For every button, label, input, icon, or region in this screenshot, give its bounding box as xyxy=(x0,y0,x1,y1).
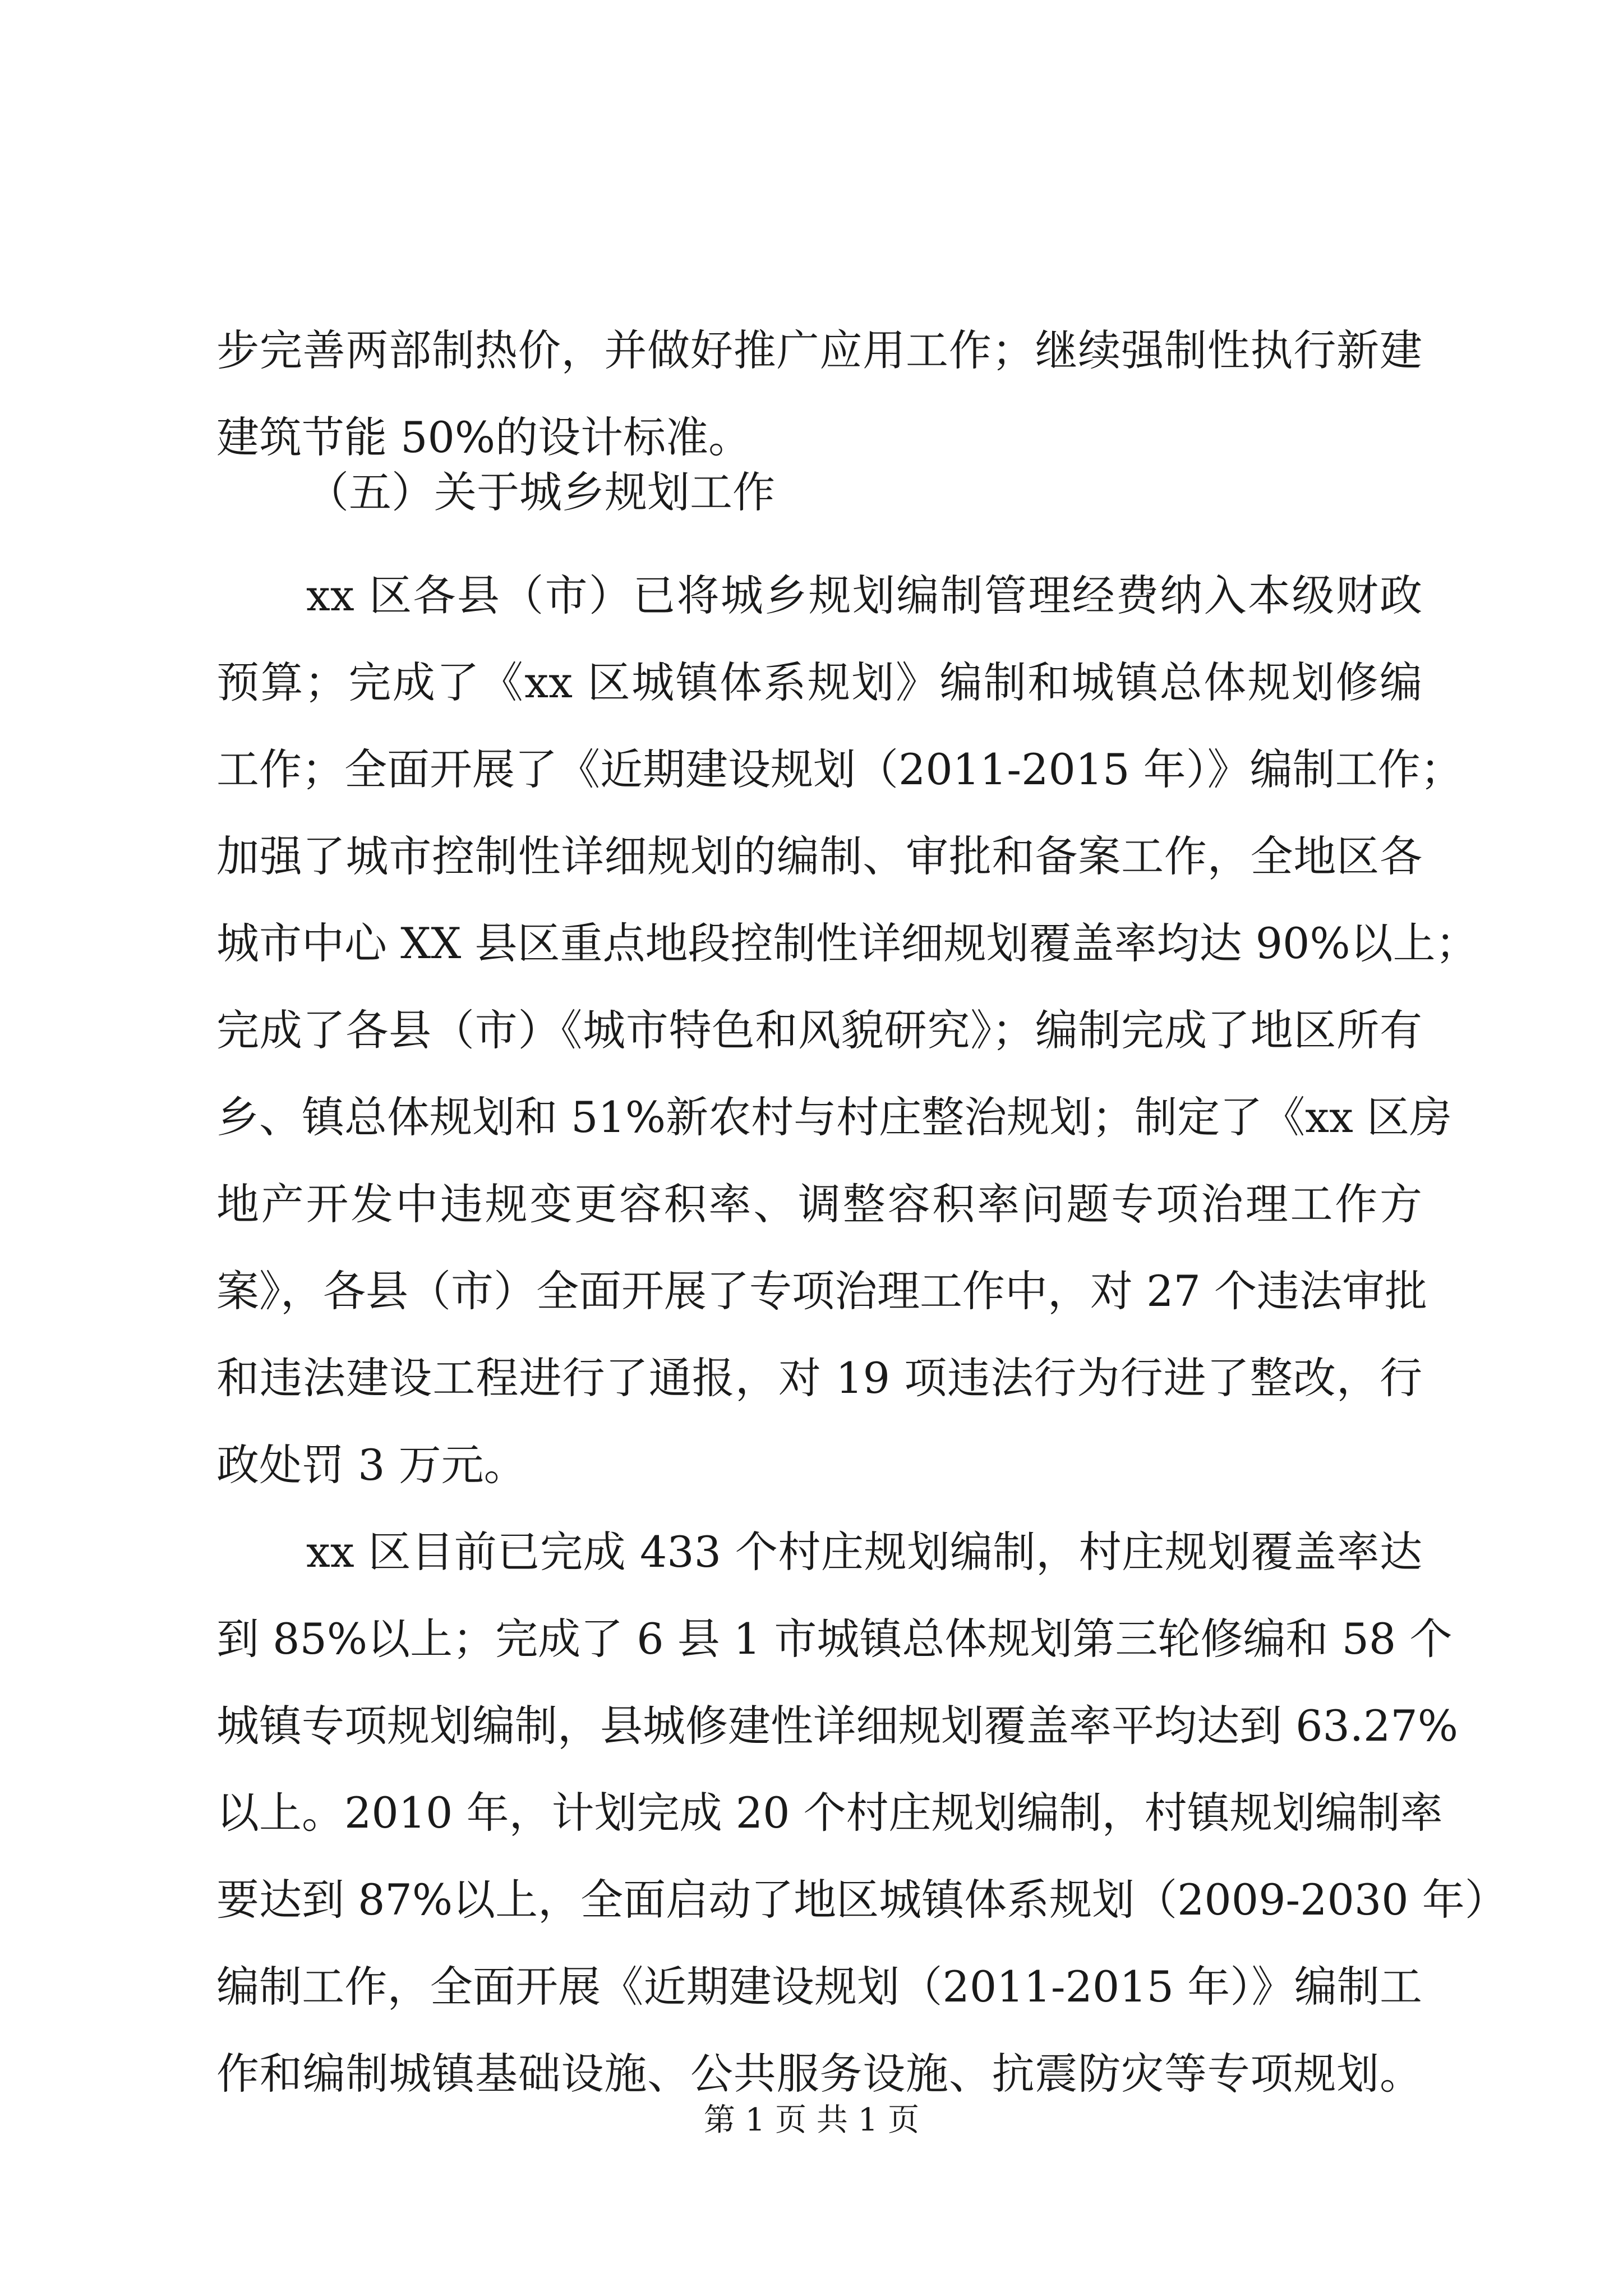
text-line: 步完善两部制热价，并做好推广应用工作；继续强制性执行新建 xyxy=(216,325,1422,375)
paragraph-first-line: xx 区各县（市）已将城乡规划编制管理经费纳入本级财政 xyxy=(306,570,1422,620)
text-line: 要达到 87%以上，全面启动了地区城镇体系规划（2009-2030 年） xyxy=(216,1875,1507,1925)
text-line: 以上。2010 年，计划完成 20 个村庄规划编制，村镇规划编制率 xyxy=(216,1788,1443,1838)
text-line: 工作；全面开展了《近期建设规划（2011-2015 年）》编制工作； xyxy=(216,744,1463,794)
text-line: 到 85%以上；完成了 6 县 1 市城镇总体规划第三轮修编和 58 个 xyxy=(216,1614,1453,1664)
text-line: 城市中心 XX 县区重点地段控制性详细规划覆盖率均达 90%以上； xyxy=(216,918,1478,968)
section-heading: （五）关于城乡规划工作 xyxy=(306,467,775,517)
text-line: 预算；完成了《xx 区城镇体系规划》编制和城镇总体规划修编 xyxy=(216,657,1422,707)
text-line: 完成了各县（市）《城市特色和风貌研究》；编制完成了地区所有 xyxy=(216,1005,1422,1055)
text-line: 编制工作，全面开展《近期建设规划（2011-2015 年）》编制工 xyxy=(216,1962,1422,2012)
paragraph-first-line: xx 区目前已完成 433 个村庄规划编制，村庄规划覆盖率达 xyxy=(306,1527,1422,1577)
text-line: 作和编制城镇基础设施、公共服务设施、抗震防灾等专项规划。 xyxy=(216,2049,1422,2099)
text-line: 加强了城市控制性详细规划的编制、审批和备案工作，全地区各 xyxy=(216,831,1422,881)
page-footer: 第 1 页 共 1 页 xyxy=(703,2102,920,2138)
text-line: 案》，各县（市）全面开展了专项治理工作中，对 27 个违法审批 xyxy=(216,1266,1428,1316)
text-line: 和违法建设工程进行了通报，对 19 项违法行为行进了整改，行 xyxy=(216,1353,1422,1403)
text-line: 建筑节能 50%的设计标准。 xyxy=(216,412,751,462)
text-line: 乡、镇总体规划和 51%新农村与村庄整治规划；制定了《xx 区房 xyxy=(216,1092,1452,1142)
text-line: 城镇专项规划编制，县城修建性详细规划覆盖率平均达到 63.27% xyxy=(216,1701,1458,1751)
text-line: 政处罚 3 万元。 xyxy=(216,1440,527,1490)
text-line: 地产开发中违规变更容积率、调整容积率问题专项治理工作方 xyxy=(216,1179,1422,1229)
